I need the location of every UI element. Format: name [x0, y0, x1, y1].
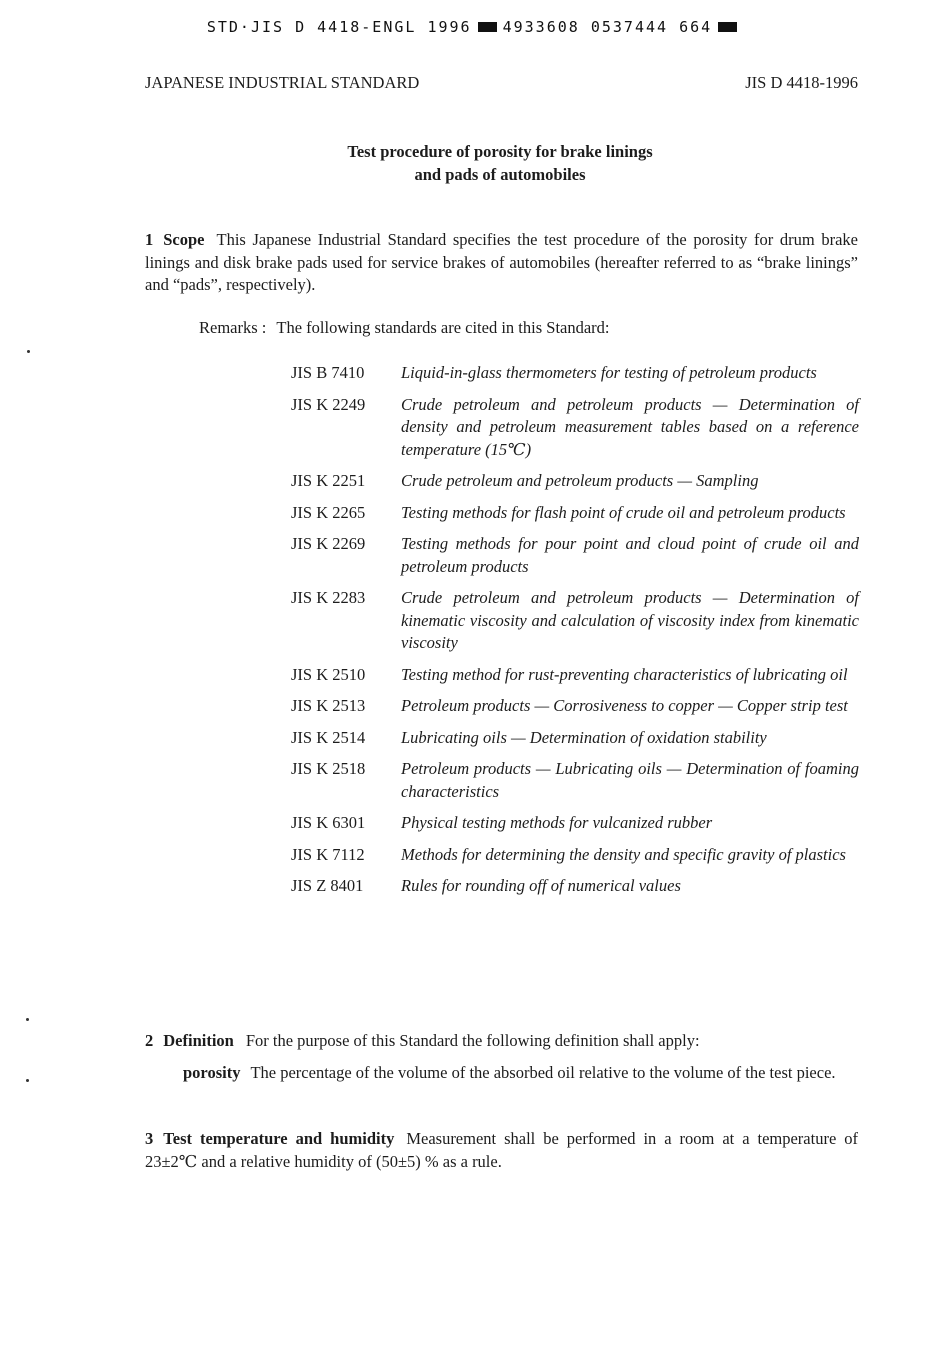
standard-code: JIS K 6301 [291, 813, 366, 832]
cited-standard-item [291, 727, 859, 750]
section-number: 1 [145, 230, 154, 249]
remarks [199, 318, 610, 338]
section-definition [145, 1030, 858, 1053]
standard-title: Crude petroleum and petroleum products — Determination of kinematic viscosity and calculation of viscosity index from kinematic viscosity [401, 588, 859, 652]
cited-standard-item [291, 470, 859, 493]
cited-standard-item [291, 695, 859, 718]
stamp-left: STD·JIS D 4418-ENGL 1996 [206, 18, 472, 36]
remarks-label: Remarks : [199, 318, 267, 337]
section-heading: Definition [163, 1031, 234, 1050]
cited-standard-item [291, 533, 859, 578]
title-line-2: and pads of automobiles [414, 165, 586, 184]
remarks-text: The following standards are cited in this Standard: [276, 318, 610, 337]
cited-standard-item [291, 502, 859, 525]
cited-standard-item [291, 664, 859, 687]
definition-term: porosity [183, 1063, 241, 1082]
cited-standard-item [291, 758, 859, 803]
standard-title: Petroleum products — Lubricating oils — Determination of foaming characteristics [401, 759, 859, 801]
standard-title: Testing methods for flash point of crude oil and petroleum products [401, 502, 846, 522]
standard-code: JIS K 2251 [291, 471, 366, 490]
standard-code: JIS K 2518 [291, 759, 366, 778]
standard-title: Liquid-in-glass thermometers for testing of petroleum products [401, 363, 817, 382]
section-number: 2 [145, 1031, 154, 1050]
document-title [0, 140, 950, 186]
cited-standard-item [291, 587, 859, 655]
stamp-block-mark [718, 22, 737, 32]
scan-speck [26, 1079, 29, 1082]
standard-code: JIS B 7410 [291, 363, 365, 382]
stamp-mid: 4933608 0537444 664 [502, 18, 713, 36]
stamp-block-mark [478, 22, 497, 32]
section-scope [145, 229, 858, 297]
cited-standards-list [291, 362, 859, 907]
section-text: This Japanese Industrial Standard specifies the test procedure of the porosity for drum brake linings and disk brake pads used for service brakes of automobiles (hereafter referred to as “brake linings” and “pads”, respectively). [145, 230, 858, 294]
cited-standard-item [291, 394, 859, 462]
standard-number: JIS D 4418-1996 [745, 73, 858, 92]
cited-standard-item [291, 844, 859, 867]
section-temperature [145, 1128, 858, 1173]
definition-porosity [145, 1062, 858, 1085]
standard-code: JIS K 2265 [291, 502, 366, 522]
cited-standard-item [291, 362, 859, 385]
standard-title: Lubricating oils — Determination of oxidation stability [401, 727, 767, 747]
standard-code: JIS K 7112 [291, 844, 365, 864]
standard-code: JIS K 2510 [291, 664, 366, 684]
section-heading: Scope [163, 230, 205, 249]
standard-title: Rules for rounding off of numerical values [401, 876, 681, 895]
standard-title: Testing method for rust-preventing characteristics of lubricating oil [401, 664, 848, 684]
definition-text: The percentage of the volume of the absorbed oil relative to the volume of the test piece. [250, 1063, 836, 1082]
standard-header-left: JAPANESE INDUSTRIAL STANDARD [145, 73, 420, 92]
cited-standard-item [291, 812, 859, 835]
standard-title: Crude petroleum and petroleum products — Sampling [401, 471, 759, 490]
standard-code: JIS K 2283 [291, 588, 366, 607]
standard-code: JIS K 2513 [291, 696, 366, 715]
standard-title: Physical testing methods for vulcanized rubber [401, 813, 713, 832]
standard-title: Testing methods for pour point and cloud point of crude oil and petroleum products [401, 534, 859, 576]
section-text: Measurement shall be performed in a room at a temperature of 23±2℃ and a relative humidity of (50±5) % as a rule. [145, 1129, 858, 1171]
scan-speck [27, 350, 30, 353]
standard-code: JIS K 2514 [291, 727, 366, 747]
cited-standard-item [291, 875, 859, 898]
standard-code: JIS Z 8401 [291, 876, 364, 895]
standard-title: Crude petroleum and petroleum products — Determination of density and petroleum measurement tables based on a reference temperature (15℃) [401, 394, 859, 459]
section-text: For the purpose of this Standard the following definition shall apply: [245, 1031, 700, 1050]
title-line-1: Test procedure of porosity for brake linings [347, 142, 653, 161]
standard-title: Petroleum products — Corrosiveness to copper — Copper strip test [401, 696, 848, 715]
section-heading: Test temperature and humidity [163, 1129, 395, 1148]
standard-code: JIS K 2249 [291, 394, 366, 414]
document-stamp [0, 18, 950, 36]
section-number: 3 [145, 1129, 154, 1148]
standard-code: JIS K 2269 [291, 534, 366, 553]
standard-title: Methods for determining the density and specific gravity of plastics [401, 844, 846, 864]
scan-speck [26, 1018, 29, 1021]
